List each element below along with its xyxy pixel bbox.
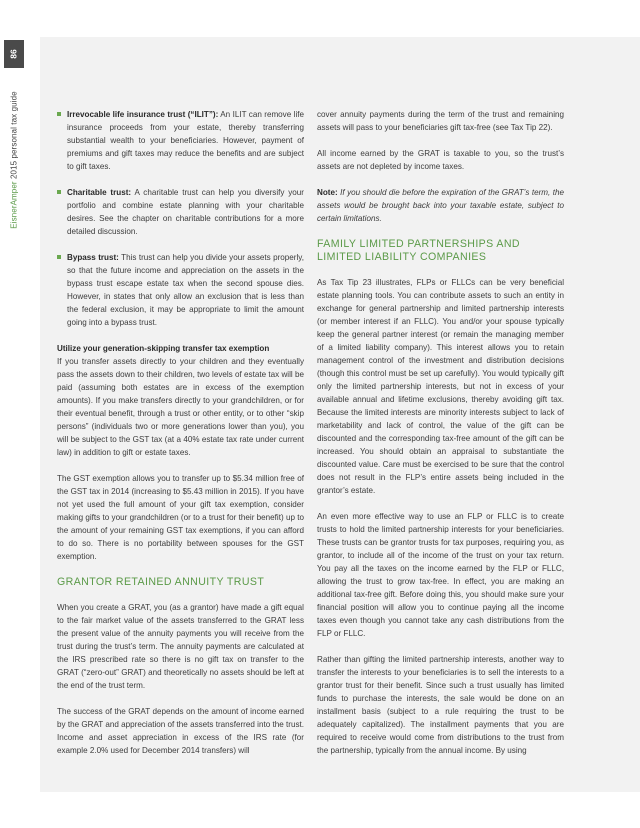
grat-paragraph-2: The success of the GRAT depends on the amount of income earned by the GRAT and appreciation of the assets transferred into the trust. Income and asset appreciation in excess of the IRS rate (for example 2.0% used for December 2014 transfers) will: [57, 707, 304, 755]
gst-paragraph-1: If you transfer assets directly to your children and they eventually pass the assets down to their children, two levels of estate tax will be paid (assuming both estates are in excess of the exemption amounts). If you make transfers directly to your grandchildren, or for their eventual benefit, through a trust or other entity, or to other “skip persons” (individuals two or more generations lower than you), you will be subject to the GST tax (at a 40% estate tax rate under current law) in addition to gift or estate taxes.: [57, 357, 304, 457]
bullet-ilit: [57, 108, 304, 173]
bullet-text: An ILIT can remove life insurance proceeds from your estate, thereby transferring substantial wealth to your beneficiaries. However, payment of premiums and gift taxes may reduce the benefits and are subject to gift taxes.: [67, 110, 304, 171]
page-margin: [0, 0, 28, 828]
note-label: Note:: [317, 188, 338, 197]
bullet-marker: [57, 255, 61, 259]
running-title: [10, 91, 19, 228]
bullet-marker: [57, 112, 61, 116]
bullet-marker: [57, 190, 61, 194]
flp-heading: FAMILY LIMITED PARTNERSHIPS AND LIMITED LIABILITY COMPANIES: [317, 238, 520, 263]
right-column: [317, 108, 564, 770]
grat-paragraph-4: All income earned by the GRAT is taxable to you, so the trust’s assets are not depleted by income taxes.: [317, 149, 564, 171]
flp-paragraph-3: Rather than gifting the limited partnership interests, another way to transfer the interests to your beneficiaries is to sell the interests to a grantor trust for their benefit. Since such a trust usually has limited funds to purchase the interests, the sale would be done on an installment basis (subject to a rule requiring the trust to be adequately capitalized). The installment payments that you are required to receive would come from distributions to the trust from the partnership, typically from the annual income. By using: [317, 655, 564, 755]
grat-note: [317, 186, 564, 225]
gst-subheading: Utilize your generation-skipping transfer tax exemption: [57, 344, 270, 353]
note-text: If you should die before the expiration of the GRAT’s term, the assets would be brought back into your taxable estate, subject to certain limitations.: [317, 188, 564, 223]
bullet-bypass-trust: [57, 251, 304, 329]
flp-paragraph-1: As Tax Tip 23 illustrates, FLPs or FLLCs can be very beneficial estate planning tools. You can contribute assets to such an entity in exchange for general partnership and limited partnership interests (or member interest if an FLLC). You and/or your spouse typically keep the general partner interest (or remain the managing member of a limited liability company). This interest allows you to retain management control of the investment and distribution decisions (though this control must be set up carefully). You would typically gift only the limited partnership interests, but not in excess of your available annual and lifetime exclusions, thereby avoiding gift tax. Because the limited interests are minority interests subject to lack of marketability and lack of control, the value of the gift can be discounted and the corresponding tax-free amount of the gift can be increased. You should obtain an appraisal to substantiate the discounted value. Care must be exercised to be sure that the control does not result in the FLP’s entire assets being included in the grantor’s estate.: [317, 278, 564, 495]
brand-name: EisnerAmper: [9, 181, 19, 229]
bullet-text: This trust can help you divide your assets properly, so that the future income and appreciation on the assets in the bypass trust escape estate tax when the second spouse dies. However, in states that only allow an exclusion that is less than the federal exclusion, it may be appropriate to limit the amount going into a bypass trust.: [67, 253, 304, 327]
bullet-term: Charitable trust:: [67, 188, 132, 197]
grat-paragraph-1: When you create a GRAT, you (as a grantor) have made a gift equal to the fair market value of the assets transferred to the GRAT less the present value of the annuity payments you will receive from the trust during the trust’s term. The annuity payments are calculated at the IRS prescribed rate so there is no gift tax on transfer to the GRAT (“zero-out” GRAT) and theoretically no assets should be left at the end of the trust term.: [57, 603, 304, 690]
gst-paragraph-2: The GST exemption allows you to transfer up to $5.34 million free of the GST tax in 2014 (increasing to $5.43 million in 2015). If you have not yet used the full amount of your gift tax exemption, consider making gifts to your grandchildren (or to a trust for their benefit) up to the amount of your remaining GST tax exemptions, if you can afford to do so. There is no portability between spouses for the GST exemption.: [57, 474, 304, 561]
bullet-term: Irrevocable life insurance trust (“ILIT”):: [67, 110, 219, 119]
grat-heading: GRANTOR RETAINED ANNUITY TRUST: [57, 576, 265, 588]
grat-paragraph-3: cover annuity payments during the term of the trust and remaining assets will pass to your beneficiaries gift tax-free (see Tax Tip 22).: [317, 110, 564, 132]
page-number-badge: [4, 40, 24, 68]
bullet-charitable-trust: [57, 186, 304, 238]
page-number: 86: [9, 49, 19, 59]
page-content: [40, 37, 640, 792]
bullet-text: A charitable trust can help you diversify your portfolio and combine estate planning with your charitable desires. See the chapter on charitable contributions for a more detailed discussion.: [67, 188, 304, 236]
bullet-term: Bypass trust:: [67, 253, 119, 262]
guide-title: 2015 personal tax guide: [9, 91, 19, 182]
left-column: [57, 108, 304, 770]
flp-paragraph-2: An even more effective way to use an FLP or FLLC is to create trusts to hold the limited partnership interests for your beneficiaries. These trusts can be grantor trusts for tax purposes, requiring you, as grantor, to include all of the income of the trust on your tax return. You pay all the taxes on the income earned by the FLP or FLLC, allowing the trust to grow tax-free. In effect, you are making an additional tax-free gift. Before doing this, you should make sure your financial position will allow you to continue paying all the income taxes even though you cannot take any cash distributions from the FLP or FLLC.: [317, 512, 564, 638]
